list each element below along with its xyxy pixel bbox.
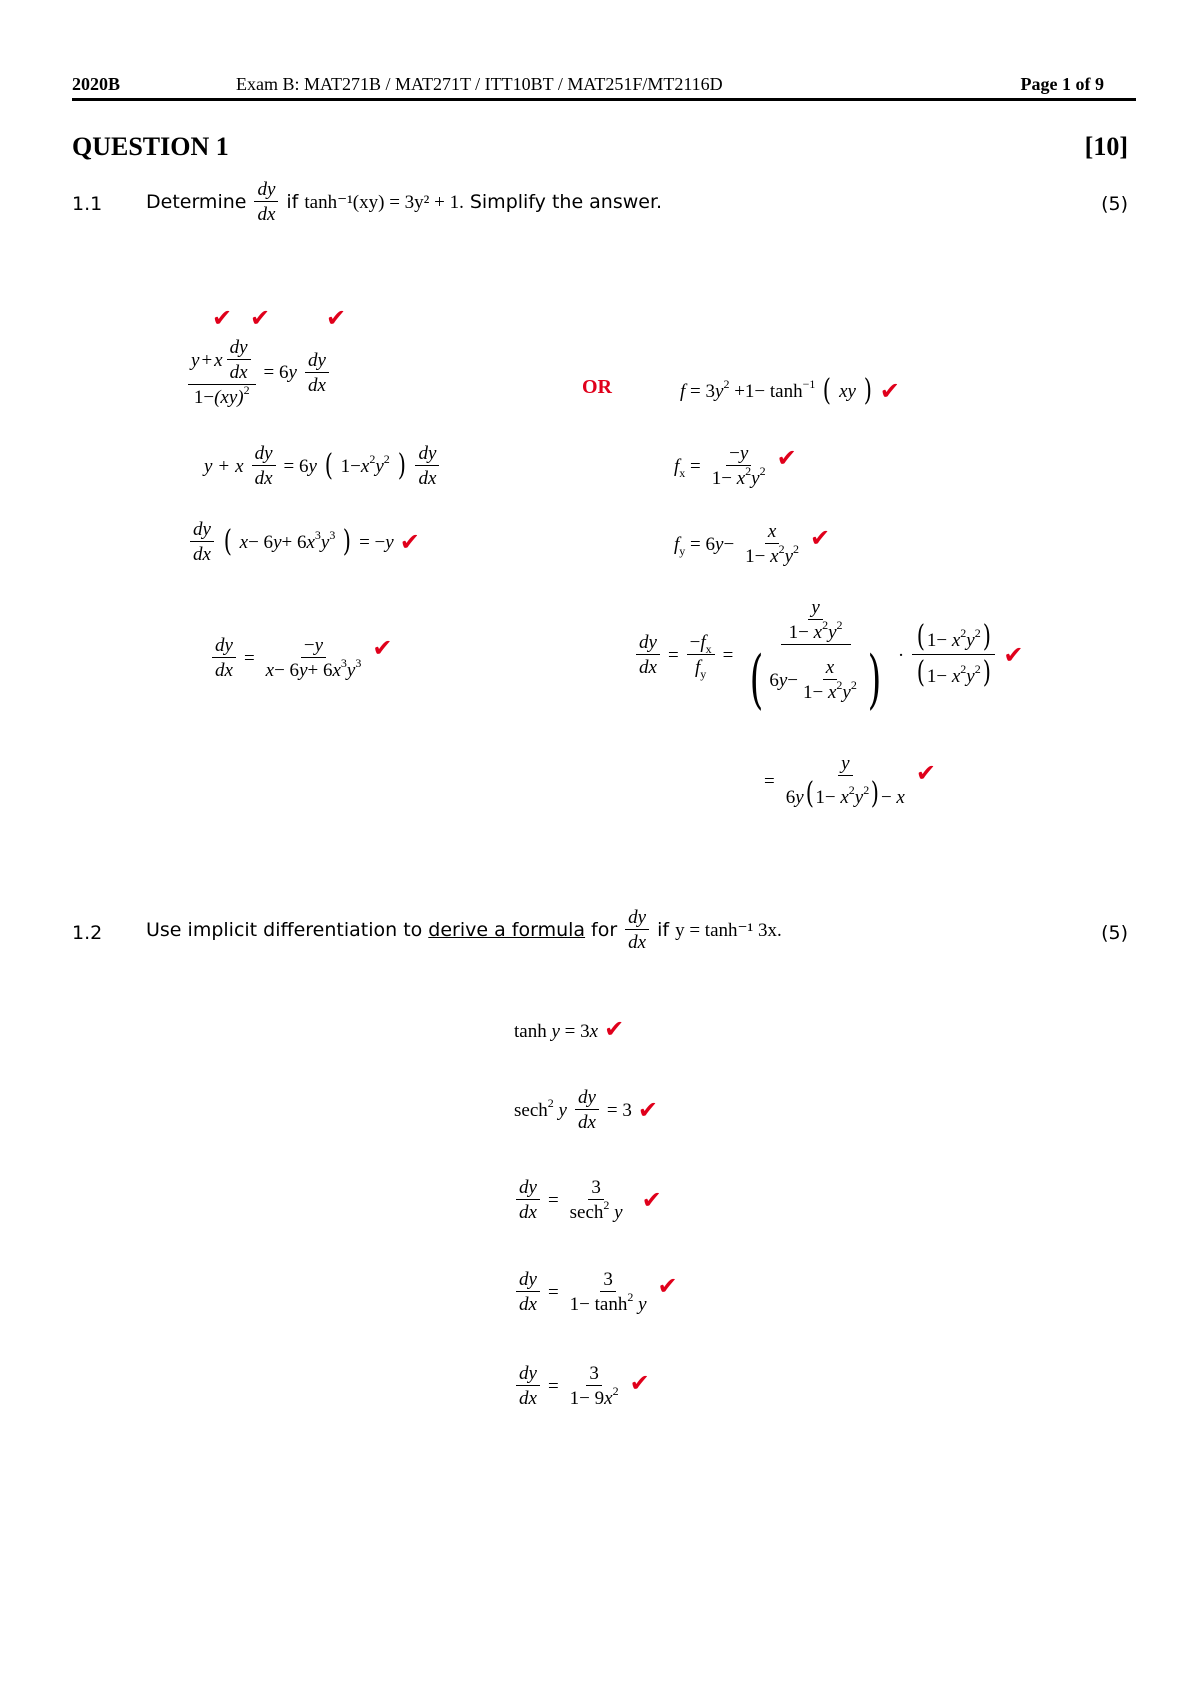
header-right: Page 1 of 9 (1020, 74, 1104, 94)
q1-1-text-if: if (286, 191, 299, 213)
q1-2-step-3: $\frac{dy}{dx}$ = $\frac{3}{\sec h^2 y}$ ✔ (514, 1178, 662, 1222)
q1-2-step-1: tanh y = 3x ✔ (514, 1014, 625, 1043)
q1-2-step-5: $\frac{dy}{dx}$ = $\frac{3}{1- 9x^2}$ ✔ (514, 1364, 650, 1408)
question-marks: [10] (1084, 132, 1128, 161)
q1-2-number: 1.2 (72, 922, 103, 944)
q1-1-statement (146, 180, 662, 224)
header-left: 2020B (72, 74, 121, 94)
step-1-3: $\frac{dy}{dx}$ ( $x- 6y+ 6x^3y^3$ ) = −y ✔ (188, 520, 420, 564)
tick-mark: ✔ (879, 377, 900, 405)
q1-2-marks: (5) (1101, 922, 1128, 944)
tick-mark: ✔ (915, 758, 936, 787)
alt-step-dydx: $\frac{dy}{dx}$ = $\frac{-f_x}{f_y}$ = $\frac{y}{1- x^2y^2}$ ( 6y− $\frac{x}{1- x^2y^2}$ ) · $\frac{(1- x^2y^2)}{(1- x^2y^2)}$ ✔ (634, 598, 1024, 712)
q1-2-text-for: for (591, 919, 618, 941)
tick-mark: ✔ (399, 528, 420, 556)
step-1-4: $\frac{dy}{dx}$ = $\frac{-y}{x- 6y+ 6x^3y^3}$ ✔ (210, 636, 392, 680)
q1-2-underlined: derive a formula (428, 919, 586, 941)
q1-2-dydx: $\frac{dy}{dx}$ (625, 908, 649, 952)
tick-mark: ✔ (326, 304, 347, 332)
q1-1-dydx: $\frac{dy}{dx}$ (254, 180, 278, 224)
alt-step-1: $f = 3y^2 +1- \tanh^{-1}$ ( xy ) ✔ (680, 373, 900, 408)
tick-mark: ✔ (657, 1272, 678, 1300)
q1-2-text-before: Use implicit differentiation to (146, 919, 423, 941)
q1-1-equation: tanh⁻¹(xy) = 3y² + 1. (304, 191, 464, 213)
q1-1-marks: (5) (1101, 193, 1128, 215)
q1-2-step-2: sech$^2$ y $\frac{dy}{dx}$ = 3 ✔ (514, 1087, 658, 1133)
tick-mark: ✔ (810, 524, 831, 552)
q1-2-text-if: if (657, 919, 670, 941)
q1-2-equation: y = tanh⁻¹ 3x. (675, 919, 782, 941)
alt-step-fx: $f_x$ = $\frac{-y}{1- x^2y^2}$ ✔ (674, 443, 797, 489)
tick-mark: ✔ (250, 304, 271, 332)
header-rule (72, 98, 1136, 101)
tick-mark: ✔ (776, 444, 797, 472)
step-1-1: y + x $\frac{dy}{dx}$ 1−(xy)$^2$ = 6y $\frac{dy}{dx}$ (186, 338, 331, 407)
tick-mark: ✔ (637, 1096, 658, 1124)
alt-step-final: = $\frac{y}{6y(1- x^2y^2)- x}$ ✔ (764, 753, 936, 811)
q1-1-text-after: Simplify the answer. (469, 191, 663, 213)
or-label: OR (582, 376, 612, 398)
tick-mark: ✔ (372, 634, 393, 662)
alt-step-fy: $f_y = 6y-$ $\frac{x}{1- x^2y^2}$ ✔ (674, 521, 831, 567)
q1-2-statement (146, 908, 782, 952)
tick-mark: ✔ (641, 1186, 662, 1214)
tick-mark: ✔ (212, 304, 233, 332)
tick-mark: ✔ (1003, 641, 1024, 669)
header-center: Exam B: MAT271B / MAT271T / ITT10BT / MAT251F/MT2116D (236, 74, 723, 94)
q1-1-number: 1.1 (72, 193, 103, 215)
q1-2-step-4: $\frac{dy}{dx}$ = $\frac{3}{1- \tanh^2 y}$ ✔ (514, 1270, 678, 1314)
q1-1-text-before: Determine (146, 191, 247, 213)
tick-mark: ✔ (604, 1014, 625, 1043)
step-1-2: y + x $\frac{dy}{dx}$ = 6y ( $1-x^2y^2$ ) $\frac{dy}{dx}$ (204, 444, 441, 488)
question-title: QUESTION 1 (72, 132, 229, 161)
tick-mark: ✔ (629, 1369, 650, 1397)
